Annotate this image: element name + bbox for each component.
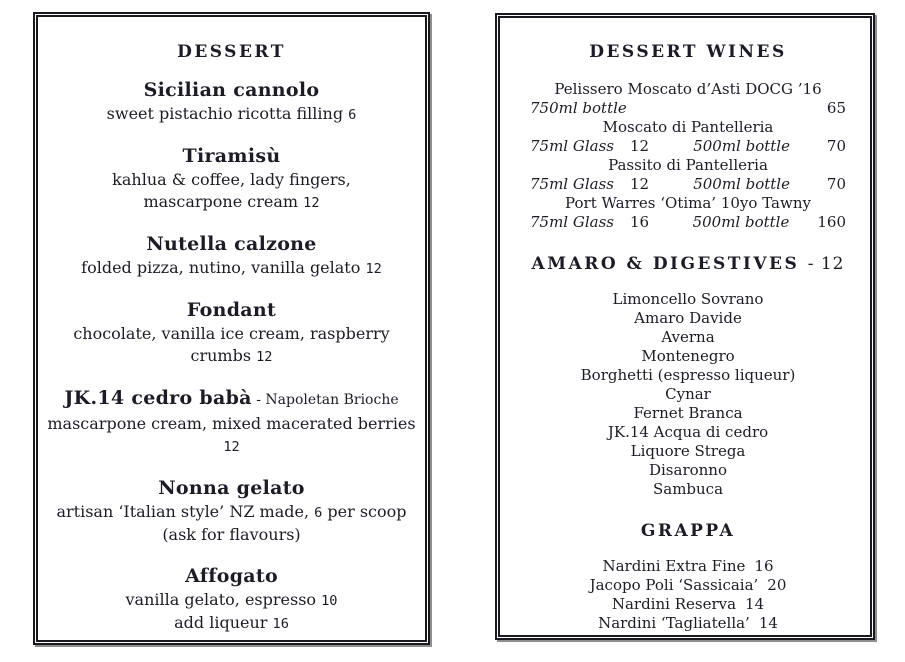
grappa-list-item [530, 557, 846, 576]
wine-serving-label: 500ml bottle [692, 213, 790, 231]
grappa-list-item [530, 595, 846, 614]
wine-row-right [693, 213, 846, 232]
wine-row-left [530, 99, 627, 118]
price: 6 [348, 107, 357, 123]
grappa-item-price: 14 [745, 595, 765, 613]
menu-item [46, 475, 417, 546]
amaro-list-item: Amaro Davide [634, 309, 742, 327]
wine-serving-label: 750ml bottle [530, 99, 627, 117]
amaro-list-item: Liquore Strega [630, 442, 746, 460]
wine-serving-label: 500ml bottle [693, 175, 790, 193]
grappa-title: GRAPPA [640, 521, 736, 541]
grappa-list-item [530, 614, 846, 633]
grappa-item-name: Jacopo Poli ‘Sassicaia’ [589, 576, 759, 594]
wine-price: 12 [630, 175, 650, 193]
item-name: Tiramisù [182, 145, 281, 167]
grappa-item-name: Nardini Extra Fine [602, 557, 746, 575]
wine-price: 16 [630, 213, 650, 231]
item-description-line: chocolate, vanilla ice cream, raspberry crumbs 12 [73, 324, 390, 365]
dessert-panel [33, 12, 430, 645]
item-description-line: (ask for flavours) [162, 525, 301, 544]
price: 10 [321, 593, 338, 609]
item-description-line: artisan ‘Italian style’ NZ made, 6 per scoop [56, 502, 407, 521]
wine-price-row [530, 175, 846, 194]
wine-row-left [530, 137, 649, 156]
item-description-line: mascarpone cream, mixed macerated berries 12 [47, 414, 416, 455]
item-description-line: sweet pistachio ricotta filling 6 [106, 104, 357, 123]
wine-serving-label: 75ml Glass [530, 175, 614, 193]
menu-item [46, 297, 417, 368]
wine-price: 70 [826, 137, 846, 155]
price: 12 [256, 349, 273, 365]
wine-price: 65 [826, 99, 846, 117]
price: 12 [223, 439, 240, 455]
wine-price-row [530, 137, 846, 156]
amaro-title-price: - 12 [807, 254, 845, 274]
menu-item [46, 385, 417, 458]
dessert-item-list [46, 77, 417, 635]
amaro-list-item: Disaronno [648, 461, 728, 479]
grappa-item-price: 16 [754, 557, 774, 575]
item-name: Nutella calzone [146, 233, 317, 255]
amaro-list-item: Montenegro [641, 347, 735, 365]
price: 12 [365, 261, 382, 277]
amaro-list-item: Borghetti (espresso liqueur) [580, 366, 796, 384]
wine-name: Port Warres ‘Otima’ 10yo Tawny [565, 194, 811, 212]
amaro-list-item: Averna [661, 328, 715, 346]
item-name: JK.14 cedro babà - Napoletan Brioche [64, 387, 399, 409]
grappa-list-item [530, 576, 846, 595]
wine-name: Pelissero Moscato d’Asti DOCG ’16 [554, 80, 822, 98]
wine-list [530, 80, 846, 232]
wine-price-row [530, 213, 846, 232]
wine-name: Passito di Pantelleria [608, 156, 768, 174]
amaro-list-item: Limoncello Sovrano [612, 290, 764, 308]
grappa-list [530, 557, 846, 633]
grappa-item-name: Nardini ‘Tagliatella’ [598, 614, 750, 632]
wine-price: 12 [630, 137, 650, 155]
price: 16 [272, 616, 289, 632]
grappa-item-price: 14 [758, 614, 778, 632]
menu-item [46, 563, 417, 635]
item-description-line: mascarpone cream 12 [143, 192, 320, 211]
menu-item [46, 77, 417, 126]
item-name: Sicilian cannolo [143, 79, 320, 101]
item-name: Fondant [186, 299, 277, 321]
item-description-line: kahlua & coffee, lady fingers, [112, 170, 351, 189]
price: 6 [314, 505, 323, 521]
wine-name: Moscato di Pantelleria [602, 118, 774, 136]
grappa-item-price: 20 [767, 576, 787, 594]
item-description-line: folded pizza, nutino, vanilla gelato 12 [81, 258, 382, 277]
wine-row-right [693, 137, 846, 156]
wine-serving-label: 75ml Glass [530, 137, 614, 155]
menu-item [46, 231, 417, 280]
item-name: Affogato [185, 565, 278, 587]
wine-price: 70 [826, 175, 846, 193]
item-description-line: add liqueur 16 [174, 613, 289, 632]
price: 12 [303, 195, 320, 211]
menu-item [46, 143, 417, 214]
wine-price: 160 [817, 213, 846, 231]
amaro-list-item: Sambuca [652, 480, 724, 498]
amaro-list [530, 290, 846, 499]
drinks-panel [495, 13, 875, 640]
grappa-item-name: Nardini Reserva [611, 595, 737, 613]
dessert-wines-title: DESSERT WINES [589, 42, 787, 62]
wine-price-row [530, 99, 846, 118]
wine-row-left [530, 175, 649, 194]
item-name-suffix: - Napoletan Brioche [251, 392, 399, 408]
item-name: Nonna gelato [158, 477, 305, 499]
wine-row-right [818, 99, 846, 118]
wine-row-left [530, 213, 649, 232]
wine-serving-label: 500ml bottle [693, 137, 790, 155]
dessert-title: DESSERT [177, 42, 286, 62]
amaro-title-text: AMARO & DIGESTIVES [531, 254, 800, 274]
amaro-list-item: JK.14 Acqua di cedro [607, 423, 769, 441]
wine-row-right [693, 175, 846, 194]
amaro-list-item: Fernet Branca [633, 404, 743, 422]
amaro-list-item: Cynar [665, 385, 711, 403]
item-description-line: vanilla gelato, espresso 10 [125, 590, 338, 609]
amaro-title [530, 252, 846, 276]
wine-serving-label: 75ml Glass [530, 213, 614, 231]
